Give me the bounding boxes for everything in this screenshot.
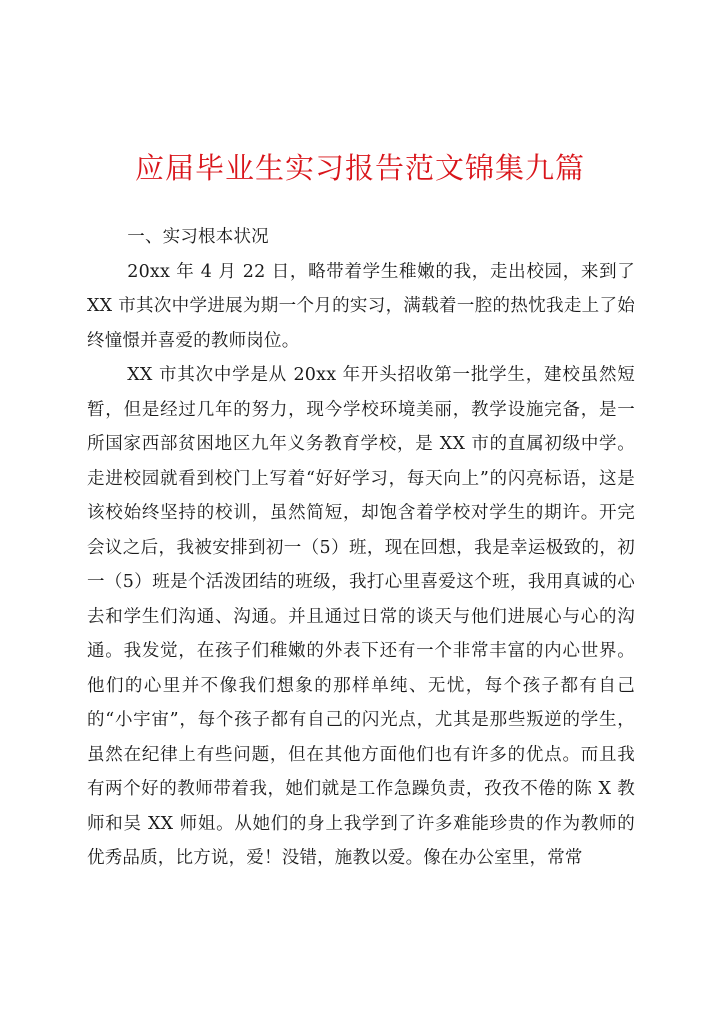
paragraph: XX 市其次中学是从 20xx 年开头招收第一批学生，建校虽然短暂，但是经过几年的努力，现今学校环境美丽，教学设施完备，是一所国家西部贫困地区九年义务教育学校，是 XX 市的直属初级中学。走进校园就看到校门上写着“好好学习，每天向上”的闪亮标语，这是该校始终坚持的校训，虽然简短，却饱含着学校对学生的期许。开完会议之后，我被安排到初一（5）班，现在回想，我是幸运极致的，初一（5）班是个活泼团结的班级，我打心里喜爱这个班，我用真诚的心去和学生们沟通、沟通。并且通过日常的谈天与他们进展心与心的沟通。我发觉，在孩子们稚嫩的外表下还有一个非常丰富的内心世界。他们的心里并不像我们想象的那样单纯、无忧，每个孩子都有自己的“小宇宙”，每个孩子都有自己的闪光点，尤其是那些叛逆的学生，虽然在纪律上有些问题，但在其他方面他们也有许多的优点。而且我有两个好的教师带着我，她们就是工作急躁负责，孜孜不倦的陈 X 教师和吴 XX 师姐。从她们的身上我学到了许多难能珍贵的作为教师的优秀品质，比方说，爱！没错，施教以爱。像在办公室里，常常 [87,365,635,868]
document-body [87,220,635,876]
document-title: 应届毕业生实习报告范文锦集九篇 [134,151,585,185]
section-heading: 一、实习根本状况 [127,227,269,247]
paragraph: 20xx 年 4 月 22 日，略带着学生稚嫩的我，走出校园，来到了 XX 市其次中学进展为期一个月的实习，满载着一腔的热忱我走上了始终憧憬并喜爱的教师岗位。 [87,261,635,351]
